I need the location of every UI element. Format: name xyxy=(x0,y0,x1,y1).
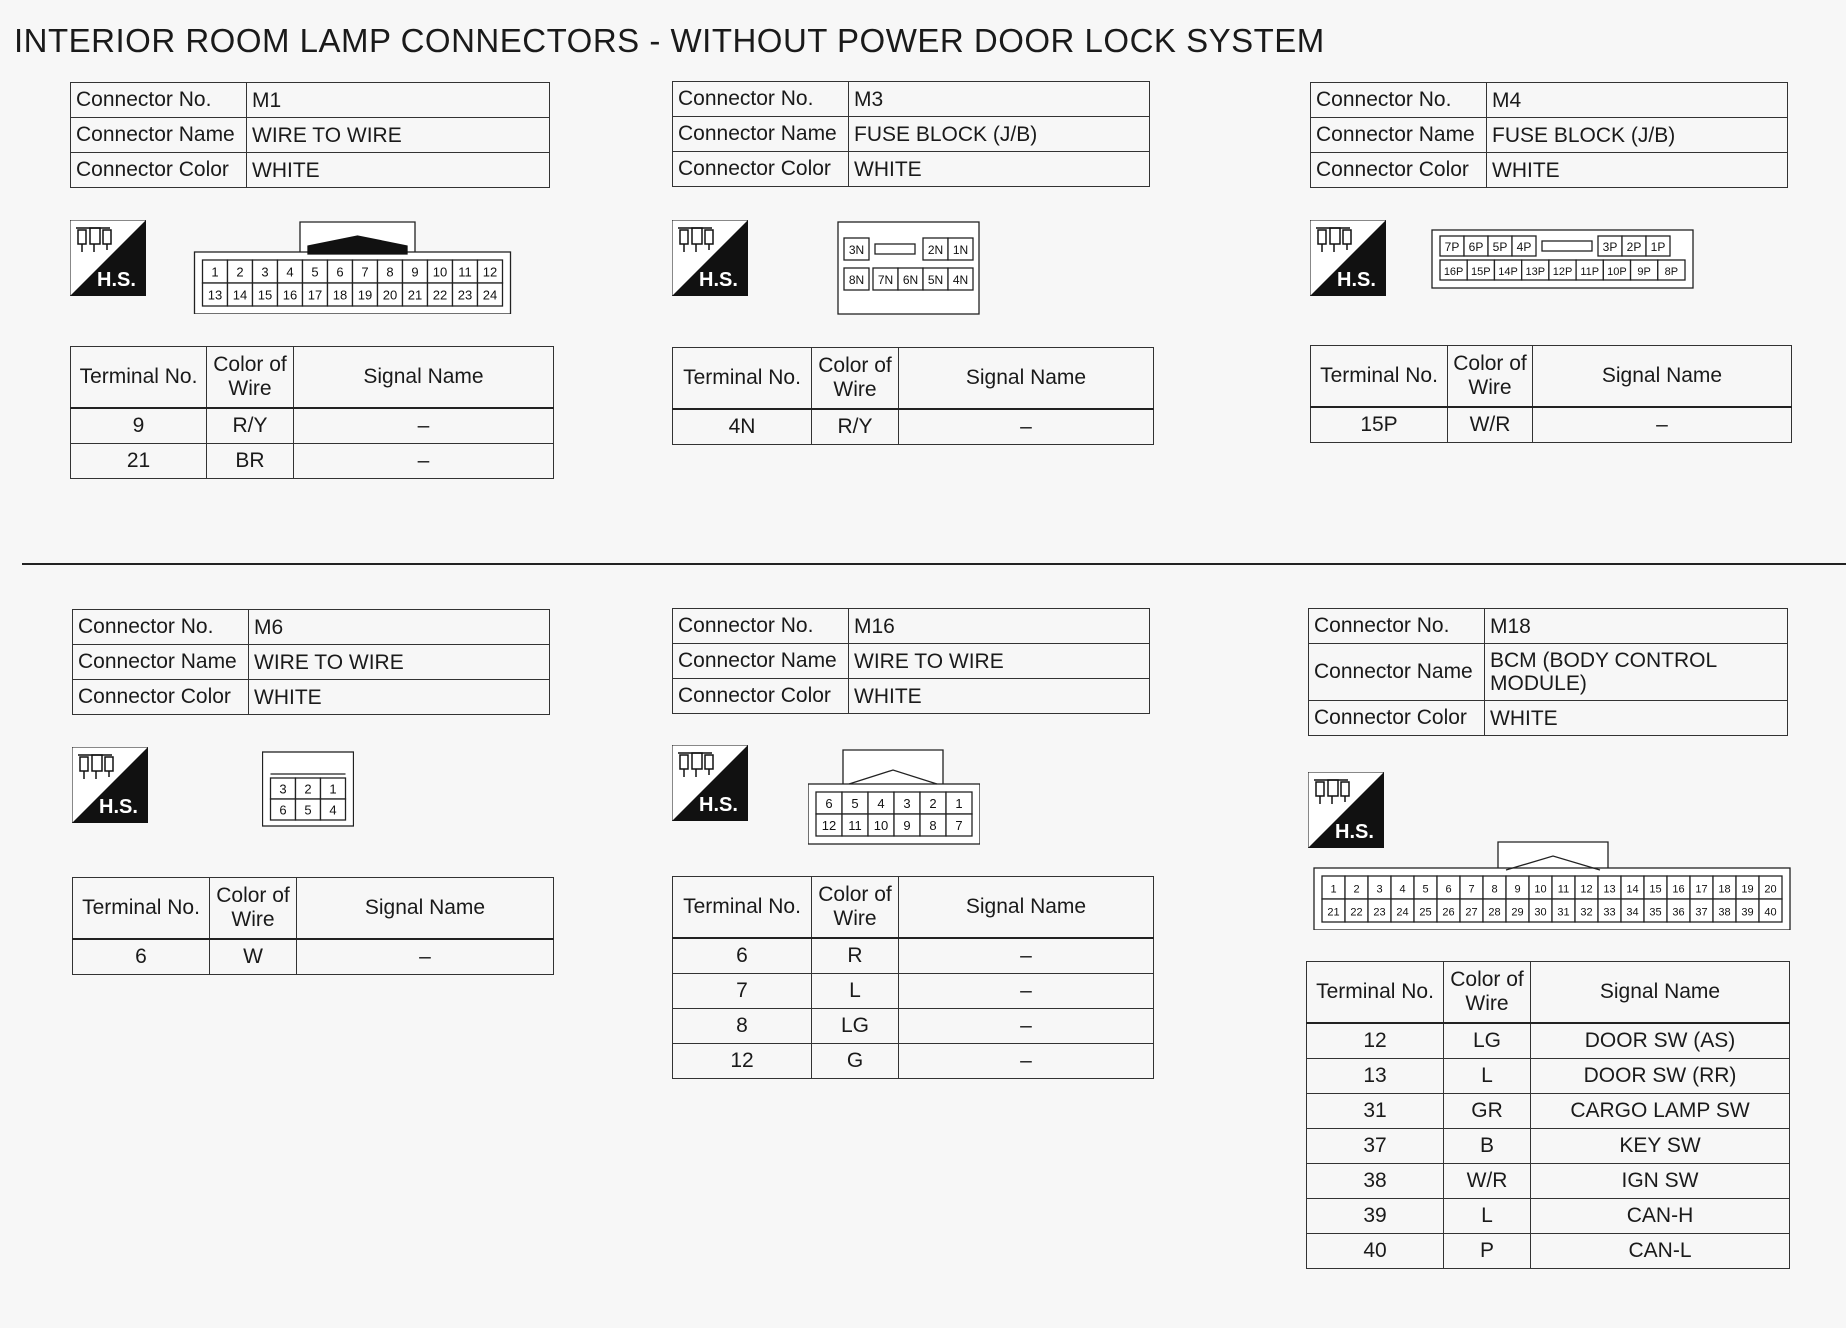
pin-label: 6 xyxy=(279,802,287,818)
harness-side-icon xyxy=(72,747,148,823)
connector-face-diagram xyxy=(836,220,981,316)
wire-color-cell: LG xyxy=(812,1009,899,1044)
pin-label: 3P xyxy=(1602,240,1618,254)
connector-name-label: Connector Name xyxy=(673,644,849,679)
connector-info-table xyxy=(672,81,1150,187)
signal-name-cell: KEY SW xyxy=(1531,1129,1790,1164)
connector-name-value: FUSE BLOCK (J/B) xyxy=(1487,118,1788,153)
connector-no-label: Connector No. xyxy=(73,610,249,645)
terminal-table xyxy=(672,347,1154,445)
pin-label: 11 xyxy=(458,264,472,280)
connector-color-value: WHITE xyxy=(849,152,1150,187)
pin-label: 3 xyxy=(261,264,269,280)
pin-label: 2 xyxy=(236,264,244,280)
connector-no-row xyxy=(673,609,1150,644)
wire-color-cell: W/R xyxy=(1444,1164,1531,1199)
pin-label: 11P xyxy=(1580,266,1600,278)
wire-color-cell: R xyxy=(812,938,899,974)
connector-info-table xyxy=(1310,82,1788,188)
connector-no-row xyxy=(71,83,550,118)
pin-label: 4 xyxy=(1399,883,1406,896)
terminal-table xyxy=(70,346,554,479)
pin-label: 1P xyxy=(1650,240,1666,254)
connector-color-row xyxy=(673,152,1150,187)
pin-label: 32 xyxy=(1580,906,1593,919)
connector-face-diagram xyxy=(1430,228,1695,290)
terminal-no-cell: 39 xyxy=(1307,1199,1444,1234)
pin-label: 13 xyxy=(1603,883,1616,896)
wire-color-cell: L xyxy=(1444,1199,1531,1234)
pin-label: 2 xyxy=(929,796,937,811)
pin-label: 9 xyxy=(903,818,911,833)
pin-label: 9P xyxy=(1637,266,1651,278)
connector-no-row xyxy=(1311,83,1788,118)
terminal-row xyxy=(1307,1234,1790,1269)
terminal-no-cell: 15P xyxy=(1311,407,1448,443)
connector-name-value: BCM (BODY CONTROL MODULE) xyxy=(1485,644,1788,701)
pin-label: 5 xyxy=(1422,883,1429,896)
connector-name-row xyxy=(673,117,1150,152)
connector-color-label: Connector Color xyxy=(1309,701,1485,736)
color-of-wire-header: Color of Wire xyxy=(210,878,297,940)
pin-label: 10 xyxy=(432,264,448,280)
connector-no-row xyxy=(673,82,1150,117)
wire-color-cell: LG xyxy=(1444,1023,1531,1059)
terminal-row xyxy=(1307,1199,1790,1234)
connector-name-label: Connector Name xyxy=(673,117,849,152)
connector-name-value: WIRE TO WIRE xyxy=(247,118,550,153)
pin-label: 36 xyxy=(1672,906,1685,919)
connector-info-table xyxy=(672,608,1150,714)
connector-color-row xyxy=(73,680,550,715)
terminal-no-cell: 37 xyxy=(1307,1129,1444,1164)
signal-name-cell: CAN-H xyxy=(1531,1199,1790,1234)
terminal-no-cell: 4N xyxy=(673,409,812,445)
signal-name-cell: – xyxy=(294,408,554,444)
terminal-header-row xyxy=(673,348,1154,410)
pin-label: 12 xyxy=(482,264,498,280)
pin-label: 27 xyxy=(1465,906,1478,919)
terminal-no-cell: 21 xyxy=(71,444,207,479)
pin-label: 6 xyxy=(1445,883,1452,896)
pin-label: 1 xyxy=(955,796,963,811)
connector-name-row xyxy=(673,644,1150,679)
pin-label: 8 xyxy=(929,818,937,833)
pin-label: 13P xyxy=(1525,266,1546,278)
signal-name-header: Signal Name xyxy=(294,347,554,409)
pin-label: 5 xyxy=(311,264,319,280)
signal-name-header: Signal Name xyxy=(297,878,554,940)
pin-label: 33 xyxy=(1603,906,1616,919)
pin-label: 7N xyxy=(877,273,894,287)
signal-name-header: Signal Name xyxy=(899,348,1154,410)
pin-label: 18 xyxy=(1718,883,1731,896)
pin-label: 37 xyxy=(1695,906,1708,919)
signal-name-cell: – xyxy=(899,1009,1154,1044)
signal-name-cell: DOOR SW (AS) xyxy=(1531,1023,1790,1059)
terminal-row xyxy=(1311,407,1792,443)
terminal-table xyxy=(1310,345,1792,443)
connector-color-label: Connector Color xyxy=(673,152,849,187)
terminal-row xyxy=(71,408,554,444)
wire-color-cell: R/Y xyxy=(207,408,294,444)
terminal-no-header: Terminal No. xyxy=(673,877,812,939)
terminal-row xyxy=(1307,1023,1790,1059)
signal-name-cell: IGN SW xyxy=(1531,1164,1790,1199)
terminal-no-cell: 6 xyxy=(673,938,812,974)
pin-label: 29 xyxy=(1511,906,1524,919)
pin-label: 4 xyxy=(286,264,294,280)
hs-label: H.S. xyxy=(97,269,136,291)
pin-label: 4 xyxy=(877,796,885,811)
connector-no-value: M6 xyxy=(249,610,550,645)
pin-label: 15P xyxy=(1471,266,1491,278)
wire-color-cell: R/Y xyxy=(812,409,899,445)
pin-label: 15 xyxy=(1649,883,1662,896)
pin-label: 34 xyxy=(1626,906,1639,919)
terminal-no-cell: 12 xyxy=(673,1044,812,1079)
terminal-header-row xyxy=(1307,962,1790,1024)
hs-label: H.S. xyxy=(99,796,138,818)
color-of-wire-header: Color of Wire xyxy=(1448,346,1533,408)
pin-label: 39 xyxy=(1741,906,1754,919)
connector-no-value: M16 xyxy=(849,609,1150,644)
pin-label: 3 xyxy=(903,796,911,811)
terminal-no-cell: 38 xyxy=(1307,1164,1444,1199)
pin-label: 14 xyxy=(232,287,248,303)
harness-side-icon xyxy=(1310,220,1386,296)
terminal-no-cell: 7 xyxy=(673,974,812,1009)
pin-label: 16 xyxy=(1672,883,1685,896)
wire-color-cell: L xyxy=(1444,1059,1531,1094)
signal-name-cell: – xyxy=(294,444,554,479)
pin-label: 15 xyxy=(257,287,273,303)
pin-label: 16P xyxy=(1443,266,1464,278)
pin-label: 14P xyxy=(1498,266,1518,278)
connector-name-label: Connector Name xyxy=(1309,644,1485,701)
connector-name-label: Connector Name xyxy=(73,645,249,680)
hs-label: H.S. xyxy=(699,269,738,291)
wire-color-cell: BR xyxy=(207,444,294,479)
terminal-row xyxy=(673,974,1154,1009)
signal-name-cell: CAN-L xyxy=(1531,1234,1790,1269)
connector-name-row xyxy=(73,645,550,680)
terminal-no-header: Terminal No. xyxy=(71,347,207,409)
pin-label: 23 xyxy=(457,287,473,303)
connector-no-label: Connector No. xyxy=(71,83,247,118)
pin-label: 5 xyxy=(851,796,859,811)
terminal-no-cell: 13 xyxy=(1307,1059,1444,1094)
pin-label: 8 xyxy=(386,264,394,280)
terminal-row xyxy=(1307,1129,1790,1164)
pin-label: 4P xyxy=(1516,240,1532,254)
terminal-table xyxy=(1306,961,1790,1269)
connector-color-row xyxy=(1311,153,1788,188)
wire-color-cell: B xyxy=(1444,1129,1531,1164)
connector-name-row xyxy=(1309,644,1788,701)
terminal-no-cell: 31 xyxy=(1307,1094,1444,1129)
pin-label: 2 xyxy=(304,781,312,797)
pin-label: 5N xyxy=(927,273,944,287)
pin-label: 12 xyxy=(821,818,837,833)
connector-no-label: Connector No. xyxy=(1309,609,1485,644)
connector-color-value: WHITE xyxy=(849,679,1150,714)
harness-side-icon xyxy=(672,745,748,821)
connector-name-value: FUSE BLOCK (J/B) xyxy=(849,117,1150,152)
terminal-no-cell: 8 xyxy=(673,1009,812,1044)
pin-label: 30 xyxy=(1534,906,1547,919)
hs-label: H.S. xyxy=(1337,269,1376,291)
pin-label: 24 xyxy=(1396,906,1409,919)
pin-label: 17 xyxy=(307,287,323,303)
connector-no-value: M4 xyxy=(1487,83,1788,118)
pin-label: 8P xyxy=(1664,266,1679,278)
pin-label: 5 xyxy=(304,802,312,818)
page-title: INTERIOR ROOM LAMP CONNECTORS - WITHOUT POWER DOOR LOCK SYSTEM xyxy=(14,22,1325,59)
pin-label: 8N xyxy=(848,273,865,287)
connector-no-value: M18 xyxy=(1485,609,1788,644)
connector-color-row xyxy=(673,679,1150,714)
wire-color-cell: P xyxy=(1444,1234,1531,1269)
pin-label: 28 xyxy=(1488,906,1501,919)
terminal-header-row xyxy=(73,878,554,940)
connector-face-diagram xyxy=(262,748,354,830)
wire-color-cell: W/R xyxy=(1448,407,1533,443)
pin-label: 19 xyxy=(357,287,373,303)
pin-label: 16 xyxy=(282,287,298,303)
pin-label: 9 xyxy=(1514,883,1521,896)
connector-no-label: Connector No. xyxy=(1311,83,1487,118)
terminal-no-cell: 40 xyxy=(1307,1234,1444,1269)
connector-no-label: Connector No. xyxy=(673,82,849,117)
terminal-row xyxy=(1307,1094,1790,1129)
connector-name-label: Connector Name xyxy=(71,118,247,153)
signal-name-cell: DOOR SW (RR) xyxy=(1531,1059,1790,1094)
pin-label: 11 xyxy=(1557,883,1570,896)
pin-label: 6 xyxy=(336,264,344,280)
pin-label: 3 xyxy=(1376,883,1383,896)
connector-color-row xyxy=(71,153,550,188)
pin-label: 1 xyxy=(1330,883,1337,896)
color-of-wire-header: Color of Wire xyxy=(1444,962,1531,1024)
color-of-wire-header: Color of Wire xyxy=(812,348,899,410)
terminal-no-header: Terminal No. xyxy=(1307,962,1444,1024)
terminal-no-header: Terminal No. xyxy=(1311,346,1448,408)
pin-label: 9 xyxy=(411,264,419,280)
pin-label: 22 xyxy=(1350,906,1363,919)
connector-info-table xyxy=(70,82,550,188)
pin-label: 2 xyxy=(1353,883,1360,896)
terminal-row xyxy=(673,409,1154,445)
signal-name-cell: – xyxy=(899,938,1154,974)
connector-face-diagram xyxy=(808,746,980,846)
pin-label: 7 xyxy=(1468,883,1475,896)
pin-label: 21 xyxy=(407,287,423,303)
signal-name-cell: – xyxy=(899,1044,1154,1079)
connector-color-label: Connector Color xyxy=(73,680,249,715)
pin-label: 2P xyxy=(1626,240,1642,254)
connector-name-label: Connector Name xyxy=(1311,118,1487,153)
pin-label: 21 xyxy=(1327,906,1340,919)
pin-label: 6 xyxy=(825,796,833,811)
pin-label: 12P xyxy=(1552,266,1573,278)
pin-label: 11 xyxy=(848,818,862,833)
pin-label: 24 xyxy=(482,287,498,303)
connector-color-label: Connector Color xyxy=(71,153,247,188)
pin-label: 20 xyxy=(382,287,398,303)
pin-label: 6P xyxy=(1468,240,1484,254)
signal-name-header: Signal Name xyxy=(1531,962,1790,1024)
connector-face-diagram xyxy=(190,218,515,314)
pin-label: 1 xyxy=(211,264,219,280)
harness-side-icon xyxy=(70,220,146,296)
terminal-no-header: Terminal No. xyxy=(673,348,812,410)
pin-label: 13 xyxy=(207,287,223,303)
terminal-table xyxy=(672,876,1154,1079)
hs-label: H.S. xyxy=(699,794,738,816)
signal-name-cell: – xyxy=(1533,407,1792,443)
pin-label: 22 xyxy=(432,287,448,303)
terminal-row xyxy=(673,1044,1154,1079)
pin-label: 18 xyxy=(332,287,348,303)
wire-color-cell: W xyxy=(210,939,297,975)
connector-name-row xyxy=(71,118,550,153)
pin-label: 8 xyxy=(1491,883,1498,896)
connector-color-value: WHITE xyxy=(249,680,550,715)
terminal-header-row xyxy=(673,877,1154,939)
wire-color-cell: G xyxy=(812,1044,899,1079)
terminal-row xyxy=(673,1009,1154,1044)
terminal-row xyxy=(73,939,554,975)
pin-label: 20 xyxy=(1764,883,1777,896)
connector-name-value: WIRE TO WIRE xyxy=(849,644,1150,679)
signal-name-cell: CARGO LAMP SW xyxy=(1531,1094,1790,1129)
pin-label: 10 xyxy=(1534,883,1547,896)
wire-color-cell: L xyxy=(812,974,899,1009)
connector-color-value: WHITE xyxy=(1485,701,1788,736)
connector-name-row xyxy=(1311,118,1788,153)
pin-label: 6N xyxy=(902,273,919,287)
connector-no-value: M3 xyxy=(849,82,1150,117)
section-divider xyxy=(22,563,1846,565)
terminal-no-header: Terminal No. xyxy=(73,878,210,940)
terminal-header-row xyxy=(1311,346,1792,408)
connector-info-table xyxy=(72,609,550,715)
terminal-no-cell: 9 xyxy=(71,408,207,444)
pin-label: 3N xyxy=(848,243,865,257)
pin-label: 31 xyxy=(1557,906,1570,919)
pin-label: 14 xyxy=(1626,883,1639,896)
color-of-wire-header: Color of Wire xyxy=(812,877,899,939)
pin-label: 26 xyxy=(1442,906,1455,919)
pin-label: 2N xyxy=(927,243,944,257)
terminal-header-row xyxy=(71,347,554,409)
connector-color-value: WHITE xyxy=(247,153,550,188)
pin-label: 23 xyxy=(1373,906,1386,919)
pin-label: 10 xyxy=(873,818,889,833)
pin-label: 7 xyxy=(955,818,963,833)
connector-info-table xyxy=(1308,608,1788,736)
pin-label: 10P xyxy=(1607,266,1627,278)
connector-color-row xyxy=(1309,701,1788,736)
signal-name-cell: – xyxy=(297,939,554,975)
terminal-row xyxy=(1307,1164,1790,1199)
pin-label: 7 xyxy=(361,264,369,280)
connector-no-row xyxy=(1309,609,1788,644)
terminal-row xyxy=(71,444,554,479)
signal-name-cell: – xyxy=(899,974,1154,1009)
signal-name-cell: – xyxy=(899,409,1154,445)
pin-label: 25 xyxy=(1419,906,1432,919)
pin-label: 19 xyxy=(1741,883,1754,896)
connector-no-value: M1 xyxy=(247,83,550,118)
terminal-table xyxy=(72,877,554,975)
terminal-row xyxy=(673,938,1154,974)
pin-label: 17 xyxy=(1695,883,1708,896)
connector-name-value: WIRE TO WIRE xyxy=(249,645,550,680)
pin-label: 4 xyxy=(329,802,337,818)
pin-label: 12 xyxy=(1580,883,1593,896)
connector-no-label: Connector No. xyxy=(673,609,849,644)
connector-face-diagram xyxy=(1308,838,1796,930)
harness-side-icon xyxy=(1308,772,1384,848)
pin-label: 35 xyxy=(1649,906,1662,919)
signal-name-header: Signal Name xyxy=(1533,346,1792,408)
connector-color-value: WHITE xyxy=(1487,153,1788,188)
terminal-row xyxy=(1307,1059,1790,1094)
terminal-no-cell: 12 xyxy=(1307,1023,1444,1059)
color-of-wire-header: Color of Wire xyxy=(207,347,294,409)
pin-label: 7P xyxy=(1444,240,1460,254)
pin-label: 3 xyxy=(279,781,287,797)
pin-label: 1N xyxy=(952,243,969,257)
pin-label: 5P xyxy=(1492,240,1508,254)
wire-color-cell: GR xyxy=(1444,1094,1531,1129)
signal-name-header: Signal Name xyxy=(899,877,1154,939)
connector-no-row xyxy=(73,610,550,645)
terminal-no-cell: 6 xyxy=(73,939,210,975)
harness-side-icon xyxy=(672,220,748,296)
pin-label: 38 xyxy=(1718,906,1731,919)
pin-label: 40 xyxy=(1764,906,1777,919)
hs-label: H.S. xyxy=(1335,821,1374,843)
pin-label: 4N xyxy=(952,273,969,287)
connector-color-label: Connector Color xyxy=(673,679,849,714)
connector-color-label: Connector Color xyxy=(1311,153,1487,188)
pin-label: 1 xyxy=(329,781,337,797)
